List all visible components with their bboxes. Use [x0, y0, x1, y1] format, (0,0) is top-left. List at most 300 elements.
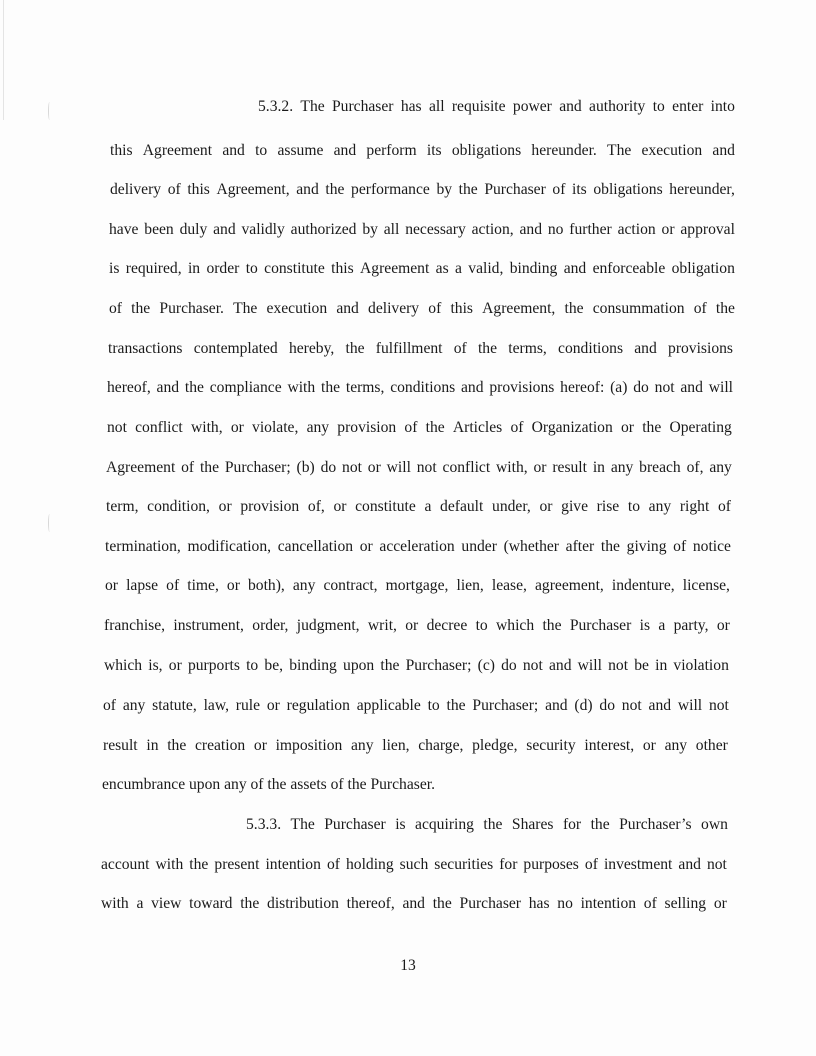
word: approval [680, 221, 735, 238]
word: and [648, 697, 672, 714]
word: and [634, 340, 657, 357]
word: do [320, 459, 337, 476]
word: with [287, 379, 316, 396]
word: all [428, 98, 445, 115]
word: and [402, 895, 425, 912]
word: intention [580, 895, 637, 912]
word: validly [241, 221, 285, 238]
word: right [679, 498, 710, 515]
word: investment [603, 856, 673, 873]
section-5-3-3-line [101, 855, 727, 875]
word: or [266, 697, 280, 714]
word: any [664, 737, 688, 754]
word: any [648, 498, 672, 515]
word: and [545, 697, 568, 714]
section-5-3-2-line [108, 339, 733, 359]
section-5-3-2-line [104, 616, 730, 636]
word: enforceable [592, 260, 666, 277]
word: has [400, 98, 422, 115]
word: and [296, 181, 319, 198]
word: and [680, 379, 703, 396]
word: decree [426, 617, 468, 634]
word: with, [496, 459, 528, 476]
word: is, [148, 657, 163, 674]
word: enter [672, 98, 704, 115]
word: and [222, 142, 245, 159]
word: thereof, [346, 895, 395, 912]
word: such [399, 856, 429, 873]
word: conflict [135, 419, 183, 436]
word: under, [492, 498, 531, 515]
word: been [144, 221, 174, 238]
word: (c) [477, 657, 495, 674]
word: after [565, 538, 595, 555]
word: or [105, 577, 118, 594]
word: obligation [671, 260, 735, 277]
word: of [326, 856, 340, 873]
word: of [673, 538, 687, 555]
word: other [695, 737, 728, 754]
word: cancellation [277, 538, 354, 555]
word: by [362, 221, 378, 238]
word: hereby, [288, 340, 335, 357]
word: and [563, 260, 587, 277]
word: upon [343, 657, 375, 674]
word: lapse [126, 577, 159, 594]
word: of [181, 459, 195, 476]
word: of [693, 300, 707, 317]
word: assume [277, 142, 324, 159]
word: not [107, 419, 127, 436]
word: Agreement, [216, 181, 290, 198]
word: to [652, 98, 665, 115]
word: term, [106, 498, 139, 515]
word: by [436, 181, 453, 198]
word: do [501, 657, 517, 674]
word: the [320, 379, 341, 396]
word: not [621, 697, 642, 714]
word: to [475, 617, 488, 634]
word: order [206, 260, 240, 277]
word: writ, [367, 617, 397, 634]
word: pledge, [472, 737, 518, 754]
word: not [608, 657, 629, 674]
word: any [292, 577, 316, 594]
word: and [336, 300, 359, 317]
word: Purchaser [324, 816, 386, 833]
word: the [458, 181, 478, 198]
word: The [233, 300, 258, 317]
word: party, [673, 617, 709, 634]
word: Purchaser. [159, 300, 224, 317]
word: Agreement, [482, 300, 556, 317]
word: action, [471, 221, 514, 238]
word: the [345, 340, 365, 357]
word: the [542, 617, 562, 634]
word: of [584, 856, 598, 873]
word: termination, [105, 538, 181, 555]
word: of [552, 181, 566, 198]
word: intention [265, 856, 321, 873]
section-5-3-2-line [102, 775, 435, 795]
word: the [189, 856, 209, 873]
word: provisions [668, 340, 733, 357]
word: or [533, 459, 547, 476]
word: all [383, 221, 400, 238]
word: regulation [286, 697, 350, 714]
word: selling [664, 895, 707, 912]
word: consummation [592, 300, 685, 317]
word: provision [337, 419, 397, 436]
word: the [642, 419, 662, 436]
word: or [620, 419, 634, 436]
word: The [607, 142, 632, 159]
word: any [709, 459, 732, 476]
word: of [510, 419, 524, 436]
word: be [634, 657, 649, 674]
word: delivery [368, 300, 420, 317]
word: a [136, 895, 144, 912]
word: giving [626, 538, 667, 555]
word: rise [596, 498, 620, 515]
word: Purchaser [459, 895, 521, 912]
word: transactions [108, 340, 183, 357]
word: the [432, 895, 452, 912]
word: violation [673, 657, 729, 674]
word: violate, [252, 419, 299, 436]
word: view [151, 895, 182, 912]
scan-edge-line [3, 0, 4, 120]
word: of, [307, 498, 325, 515]
word: not [708, 697, 729, 714]
word: distribution [267, 895, 339, 912]
word: has [528, 895, 550, 912]
word: and [712, 142, 735, 159]
word: fulfillment [375, 340, 443, 357]
word: authorized [290, 221, 357, 238]
word: conditions [558, 340, 624, 357]
word: The [290, 816, 315, 833]
word: acquiring [415, 816, 474, 833]
punch-hole-mark [48, 514, 51, 532]
word: compliance [209, 379, 282, 396]
word: the [715, 300, 735, 317]
word: security [526, 737, 576, 754]
word: of [717, 498, 731, 515]
word: be, [264, 657, 284, 674]
word: obligations [593, 181, 663, 198]
word: or [230, 419, 244, 436]
section-5-3-2-line [110, 141, 735, 161]
section-5-3-2-line [106, 497, 731, 517]
word: will [677, 697, 703, 714]
word: constitute [355, 498, 416, 515]
word: to [627, 498, 640, 515]
word: hereunder. [531, 142, 597, 159]
word: under [461, 538, 497, 555]
word: not [416, 459, 437, 476]
word: or [642, 737, 656, 754]
word: of [404, 419, 418, 436]
word: will [577, 657, 602, 674]
word: in [592, 459, 605, 476]
word: instrument, [173, 617, 244, 634]
word: with [155, 856, 184, 873]
word: to [255, 142, 268, 159]
word: or [168, 657, 182, 674]
page-number: 13 [400, 957, 416, 974]
word: or [713, 895, 727, 912]
word: this [450, 300, 473, 317]
word: 5.3.2. [258, 98, 294, 115]
word: any [351, 737, 374, 754]
word: in [655, 657, 668, 674]
word: or [716, 617, 730, 634]
word: this [331, 260, 354, 277]
word: present [214, 856, 260, 873]
word: toward [189, 895, 233, 912]
word: condition, [147, 498, 210, 515]
word: not [654, 379, 675, 396]
word: or [539, 498, 553, 515]
word: to [246, 657, 259, 674]
word: the [600, 538, 620, 555]
word: do [599, 697, 615, 714]
word: purposes [523, 856, 579, 873]
word: the [167, 737, 187, 754]
word: or [218, 498, 232, 515]
word: the [477, 340, 498, 357]
word: result [552, 459, 587, 476]
word: is [109, 260, 120, 277]
word: hereof: [560, 379, 605, 396]
word: result [103, 737, 138, 754]
word: provisions [489, 379, 555, 396]
word: of [166, 577, 180, 594]
word: Agreement [360, 260, 430, 277]
word: modification, [187, 538, 272, 555]
word: judgment, [296, 617, 360, 634]
word: and [678, 856, 701, 873]
section-5-3-2-line [109, 259, 735, 279]
word: indenture, [611, 577, 675, 594]
word: time, [187, 577, 219, 594]
word: or [359, 538, 373, 555]
word: will [708, 379, 733, 396]
word: the [240, 895, 260, 912]
word: terms, [508, 340, 547, 357]
word: Shares [511, 816, 554, 833]
word: the [380, 657, 400, 674]
word: requisite [451, 98, 506, 115]
word: of [643, 895, 657, 912]
word: which [104, 657, 143, 674]
word: or [226, 577, 240, 594]
section-5-3-2-line [103, 736, 728, 756]
word: constitute [264, 260, 325, 277]
word: conditions [390, 379, 456, 396]
word: the [564, 300, 584, 317]
word: Purchaser [484, 181, 546, 198]
section-5-3-2-line [104, 656, 729, 676]
section-5-3-2-line [110, 180, 735, 200]
word: as [435, 260, 449, 277]
section-5-3-2-line [258, 97, 735, 117]
word: authority [589, 98, 646, 115]
word: binding [509, 260, 558, 277]
section-5-3-2-line [107, 378, 733, 398]
word: Articles [452, 419, 503, 436]
word: purports [187, 657, 240, 674]
word: the [590, 816, 610, 833]
word: rule [235, 697, 261, 714]
word: law, [203, 697, 229, 714]
word: required, [125, 260, 182, 277]
word: contract, [323, 577, 378, 594]
word: Purchaser; [224, 459, 291, 476]
word: securities [434, 856, 494, 873]
word: execution [641, 142, 703, 159]
word: is [639, 617, 651, 634]
word: or [661, 221, 675, 238]
word: necessary [405, 221, 466, 238]
word: hereunder, [669, 181, 735, 198]
word: notice [692, 538, 731, 555]
word: of [453, 340, 467, 357]
word: the [425, 419, 445, 436]
word: in [187, 260, 201, 277]
word: The [300, 98, 325, 115]
word: Purchaser; [405, 657, 472, 674]
word: hereof, [107, 379, 151, 396]
word: and [559, 98, 582, 115]
word: will [386, 459, 411, 476]
section-5-3-2-line [109, 299, 735, 319]
word: of [428, 300, 442, 317]
word: agreement, [535, 577, 604, 594]
word: not [522, 657, 543, 674]
word: applicable [356, 697, 421, 714]
word: not [342, 459, 362, 476]
word: or [253, 737, 267, 754]
word: Purchaser; [472, 697, 539, 714]
word: Purchaser’s [619, 816, 692, 833]
word: charge, [418, 737, 464, 754]
word: any [610, 459, 634, 476]
word: (a) [610, 379, 628, 396]
word: not [706, 856, 727, 873]
word: no [557, 895, 573, 912]
word: its [572, 181, 587, 198]
section-5-3-2-line [106, 458, 732, 478]
section-5-3-2-line [105, 576, 730, 596]
word: of [103, 697, 116, 714]
word: the [483, 816, 503, 833]
word: of [109, 300, 122, 317]
word: of [167, 181, 181, 198]
word: or [367, 459, 381, 476]
word: or [333, 498, 347, 515]
word: and [156, 379, 180, 396]
section-5-3-2-line [107, 418, 732, 438]
word: any [306, 419, 330, 436]
word: order, [252, 617, 289, 634]
word: franchise, [104, 617, 166, 634]
word: a [424, 498, 432, 515]
word: do [633, 379, 649, 396]
word: binding [289, 657, 337, 674]
word: license, [682, 577, 730, 594]
word: valid, [468, 260, 504, 277]
word: its [426, 142, 442, 159]
word: Organization [531, 419, 613, 436]
word: and [548, 657, 572, 674]
word: acceleration [379, 538, 455, 555]
word: conflict [442, 459, 491, 476]
word: Operating [669, 419, 732, 436]
word: power [512, 98, 552, 115]
word: Agreement [106, 459, 176, 476]
word: (b) [296, 459, 315, 476]
word: the [199, 459, 220, 476]
word: with [101, 895, 129, 912]
word: a [658, 617, 666, 634]
word: breach [639, 459, 681, 476]
word: lease, [491, 577, 527, 594]
word: execution [266, 300, 328, 317]
section-5-3-2-line [105, 537, 731, 557]
word: give [561, 498, 588, 515]
word: lien, [456, 577, 484, 594]
word: a [455, 260, 462, 277]
word: and [213, 221, 236, 238]
word: and [461, 379, 484, 396]
word: provision [240, 498, 300, 515]
word: the [184, 379, 204, 396]
section-5-3-3-line [246, 815, 728, 835]
word: (whether [503, 538, 559, 555]
word: statute, [152, 697, 197, 714]
word: delivery [110, 181, 162, 198]
word: into [710, 98, 735, 115]
word: action [617, 221, 656, 238]
word: holding [345, 856, 394, 873]
word: is [395, 816, 406, 833]
word: to [245, 260, 258, 277]
word: imposition [275, 737, 343, 754]
word: this [110, 142, 133, 159]
section-5-3-2-line [109, 220, 735, 240]
word: or [405, 617, 419, 634]
word: perform [366, 142, 417, 159]
word: encumbrance upon any of the assets of the Purchaser. [102, 776, 435, 793]
word: with, [190, 419, 223, 436]
word: own [701, 816, 728, 833]
word: performance [351, 181, 430, 198]
punch-hole-mark [48, 102, 51, 120]
word: both), [247, 577, 285, 594]
word: have [109, 221, 139, 238]
word: for [562, 816, 582, 833]
word: creation [194, 737, 246, 754]
word: duly [179, 221, 208, 238]
word: contemplated [193, 340, 278, 357]
word: and [333, 142, 357, 159]
word: which [496, 617, 535, 634]
word: for [499, 856, 518, 873]
word: lien, [382, 737, 410, 754]
word: mortgage, [385, 577, 449, 594]
